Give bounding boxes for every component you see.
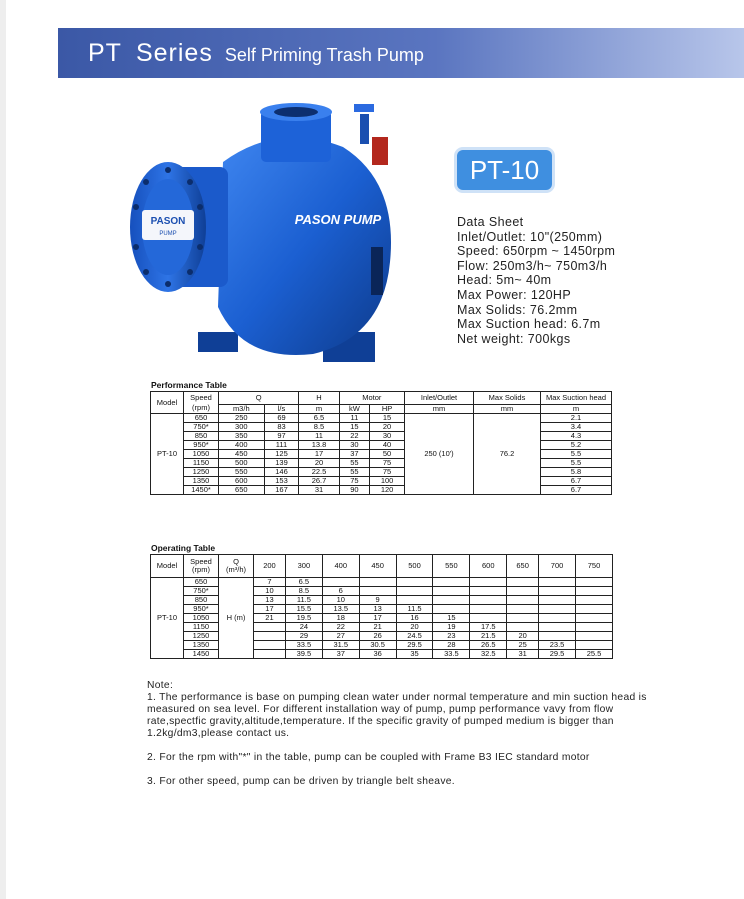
page-left-edge [0,0,6,899]
cell-head: 20 [396,623,433,632]
cell-head: 10 [254,587,286,596]
datasheet-line: Net weight: 700kgs [457,331,571,346]
pump-brand-text: PASON PUMP [294,212,382,227]
cell-head: 28 [433,641,470,650]
cell-head: 29 [285,632,322,641]
unit-h: m [299,405,339,414]
cell-head [576,614,613,623]
notes [147,680,667,788]
unit-hp: HP [370,405,405,414]
header-speed [184,555,219,578]
cell-head [576,596,613,605]
series-word: Series [135,38,213,67]
datasheet-line: Flow: 250m3/h~ 750m3/h [457,258,608,273]
cell-head: 33.5 [433,650,470,659]
cell-q_m3h: 600 [219,477,265,486]
cell-speed: 1050 [184,614,219,623]
flow-column-header: 750 [576,555,613,578]
cell-suction: 6.7 [541,486,612,495]
table-row [151,459,612,468]
header-q-unit: (m³/h) [226,565,246,574]
cell-head: 6 [322,587,359,596]
flow-column-header: 200 [254,555,286,578]
cell-head: 24.5 [396,632,433,641]
cell-hp: 15 [370,414,405,423]
cell-kw: 15 [339,423,370,432]
unit-inlet: mm [405,405,474,414]
cell-head [507,587,539,596]
cell-head: 16 [396,614,433,623]
datasheet-line: Inlet/Outlet: 10"(250mm) [457,229,603,244]
cell-h: 13.8 [299,441,339,450]
cell-head: 22 [322,623,359,632]
cell-hp: 75 [370,459,405,468]
cell-head [539,578,576,587]
cell-head: 24 [285,623,322,632]
flow-column-header: 650 [507,555,539,578]
cell-head: 18 [322,614,359,623]
table-row [151,441,612,450]
cell-head [539,587,576,596]
cell-head [539,596,576,605]
cell-head: 17 [254,605,286,614]
datasheet-line: Data Sheet [457,215,524,229]
operating-table-title: Operating Table [151,543,216,553]
table-row [151,432,612,441]
pump-illustration [128,92,418,374]
cell-hp: 50 [370,450,405,459]
unit-solids: mm [474,405,541,414]
cell-head: 39.5 [285,650,322,659]
cell-head [576,623,613,632]
cell-head: 21 [254,614,286,623]
cell-head: 23 [433,632,470,641]
cell-h: 6.5 [299,414,339,423]
cell-head: 13 [359,605,396,614]
cell-head [539,614,576,623]
cell-head: 19.5 [285,614,322,623]
cell-h: 17 [299,450,339,459]
series-prefix: PT [88,38,122,67]
cell-hp: 20 [370,423,405,432]
cell-head: 9 [359,596,396,605]
cell-head: 10 [322,596,359,605]
cell-head: 13.5 [322,605,359,614]
cell-hp: 100 [370,477,405,486]
pump-nameplate [371,247,383,295]
cell-head [539,623,576,632]
header-model: Model [151,392,184,414]
cell-head: 36 [359,650,396,659]
cell-speed: 950* [184,605,219,614]
cell-head: 26 [359,632,396,641]
table-unit-row [151,405,612,414]
cell-head: 17 [359,614,396,623]
model-cell: PT-10 [151,578,184,659]
note-3: 3. For other speed, pump can be driven by triangle belt sheave. [147,776,455,787]
cell-head [507,578,539,587]
model-cell: PT-10 [151,414,184,495]
operating-table [150,554,613,659]
cell-kw: 55 [339,468,370,477]
unit-q1: m3/h [219,405,265,414]
cell-suction: 5.8 [541,468,612,477]
header-solids: Max Solids [474,392,541,405]
pump-priming-valve [360,114,369,144]
cell-head: 11.5 [396,605,433,614]
cell-head [576,578,613,587]
unit-kw: kW [339,405,370,414]
note-1: 1. The performance is base on pumping clean water under normal temperature and min suction head is measured on sea level. For different installation way of pump, pump performance vavy from flow rate,spectfic gravity,altitude,temperature. If the specific gravity of pumped medium is bigger than 1.2kg/dm3,please contact us. [147,692,647,739]
cell-head [254,632,286,641]
cell-q_ls: 69 [264,414,299,423]
cell-q_ls: 97 [264,432,299,441]
cell-hp: 120 [370,486,405,495]
flow-column-header: 550 [433,555,470,578]
cell-head: 31 [507,650,539,659]
table-row [151,486,612,495]
cell-q_m3h: 300 [219,423,265,432]
cell-head: 15.5 [285,605,322,614]
cell-kw: 75 [339,477,370,486]
cell-q_m3h: 400 [219,441,265,450]
cell-head [433,596,470,605]
header-q-label: Q [233,557,239,566]
cell-head: 7 [254,578,286,587]
flow-column-header: 450 [359,555,396,578]
cell-speed: 1150 [184,459,219,468]
flow-column-header: 300 [285,555,322,578]
cell-speed: 950* [184,441,219,450]
cell-speed: 850 [184,596,219,605]
cell-head: 8.5 [285,587,322,596]
cell-head [433,587,470,596]
flange-logo: PASON [150,216,186,227]
flow-column-header: 600 [470,555,507,578]
cell-head: 17.5 [470,623,507,632]
cell-head [576,587,613,596]
table-row [151,450,612,459]
cell-hp: 40 [370,441,405,450]
cell-q_m3h: 650 [219,486,265,495]
header-suction: Max Suction head [541,392,612,405]
cell-q_ls: 167 [264,486,299,495]
table-row [151,578,613,587]
cell-suction: 4.3 [541,432,612,441]
cell-head [507,614,539,623]
cell-speed: 1250 [184,632,219,641]
header-speed-label: Speed [190,557,212,566]
cell-head: 29.5 [396,641,433,650]
cell-h: 22.5 [299,468,339,477]
notes-heading: Note: [147,680,174,691]
page-subtitle: Self Priming Trash Pump [224,45,424,65]
cell-head: 20 [507,632,539,641]
cell-q_m3h: 250 [219,414,265,423]
cell-q_m3h: 500 [219,459,265,468]
cell-speed: 750* [184,587,219,596]
flow-column-header: 700 [539,555,576,578]
unit-q2: l/s [264,405,299,414]
header-h: H [299,392,339,405]
pump-valve-cap [354,104,374,112]
cell-suction: 5.5 [541,459,612,468]
cell-kw: 90 [339,486,370,495]
inlet-cell: 250 (10') [405,414,474,495]
flange-logo-sub: PUMP [159,231,177,237]
header-motor: Motor [339,392,404,405]
cell-suction: 3.4 [541,423,612,432]
table-row [151,414,612,423]
datasheet [457,215,615,346]
cell-kw: 30 [339,441,370,450]
cell-head: 19 [433,623,470,632]
cell-head: 21.5 [470,632,507,641]
cell-q_m3h: 350 [219,432,265,441]
note-2: 2. For the rpm with"*" in the table, pump can be coupled with Frame B3 IEC standard motor [147,752,590,763]
cell-head: 11.5 [285,596,322,605]
datasheet-line: Head: 5m~ 40m [457,273,552,288]
performance-table [150,391,612,495]
cell-h: 31 [299,486,339,495]
cell-head [396,578,433,587]
cell-head: 31.5 [322,641,359,650]
cell-kw: 55 [339,459,370,468]
table-row [151,423,612,432]
cell-suction: 2.1 [541,414,612,423]
cell-head: 6.5 [285,578,322,587]
table-header-row [151,555,613,578]
header-model: Model [151,555,184,578]
cell-speed: 650 [184,414,219,423]
datasheet-line: Max Solids: 76.2mm [457,302,578,317]
solids-cell: 76.2 [474,414,541,495]
cell-hp: 30 [370,432,405,441]
cell-q_ls: 139 [264,459,299,468]
cell-h: 20 [299,459,339,468]
pump-foot [198,332,238,352]
cell-head: 32.5 [470,650,507,659]
cell-head: 33.5 [285,641,322,650]
cell-kw: 37 [339,450,370,459]
cell-head [396,587,433,596]
cell-speed: 1250 [184,468,219,477]
cell-head: 30.5 [359,641,396,650]
cell-q_ls: 146 [264,468,299,477]
cell-head [576,605,613,614]
unit-suction: m [541,405,612,414]
cell-speed: 1450* [184,486,219,495]
cell-head: 29.5 [539,650,576,659]
cell-head: 15 [433,614,470,623]
cell-suction: 5.5 [541,450,612,459]
cell-suction: 6.7 [541,477,612,486]
header-speed [184,392,219,414]
cell-q_m3h: 450 [219,450,265,459]
cell-head: 35 [396,650,433,659]
cell-head: 21 [359,623,396,632]
flow-column-header: 500 [396,555,433,578]
header-inlet: Inlet/Outlet [405,392,474,405]
cell-speed: 750* [184,423,219,432]
h-label-cell: H (m) [219,578,254,659]
cell-head [254,641,286,650]
cell-head [470,596,507,605]
datasheet-line: Max Suction head: 6.7m [457,317,601,332]
cell-q_m3h: 550 [219,468,265,477]
cell-head [254,623,286,632]
cell-head: 26.5 [470,641,507,650]
model-badge: PT-10 [457,150,552,190]
header-q: Q [219,392,299,405]
cell-head: 13 [254,596,286,605]
cell-head: 25 [507,641,539,650]
cell-h: 11 [299,432,339,441]
cell-head: 37 [322,650,359,659]
cell-speed: 850 [184,432,219,441]
header-q [219,555,254,578]
cell-head [507,605,539,614]
cell-h: 8.5 [299,423,339,432]
pump-red-plug [372,137,388,165]
pump-top-opening [274,107,318,117]
flow-column-header: 400 [322,555,359,578]
cell-speed: 1450 [184,650,219,659]
cell-head [470,587,507,596]
datasheet-line: Speed: 650rpm ~ 1450rpm [457,244,616,259]
table-header-row [151,392,612,405]
cell-head [539,605,576,614]
cell-speed: 1050 [184,450,219,459]
header-speed-unit: (rpm) [192,402,210,412]
cell-head [359,578,396,587]
cell-head [576,632,613,641]
cell-head: 23.5 [539,641,576,650]
cell-hp: 75 [370,468,405,477]
cell-suction: 5.2 [541,441,612,450]
header-speed-label: Speed [190,392,212,402]
cell-q_ls: 83 [264,423,299,432]
cell-speed: 650 [184,578,219,587]
header-banner [58,28,744,78]
cell-kw: 22 [339,432,370,441]
cell-speed: 1350 [184,641,219,650]
header-speed-unit: (rpm) [192,565,210,574]
cell-h: 26.7 [299,477,339,486]
cell-head: 27 [322,632,359,641]
cell-q_ls: 125 [264,450,299,459]
cell-head [433,578,470,587]
cell-kw: 11 [339,414,370,423]
cell-speed: 1150 [184,623,219,632]
datasheet-line: Max Power: 120HP [457,287,572,302]
cell-head [507,596,539,605]
cell-q_ls: 111 [264,441,299,450]
cell-q_ls: 153 [264,477,299,486]
cell-speed: 1350 [184,477,219,486]
performance-table-title: Performance Table [151,380,227,390]
cell-head: 25.5 [576,650,613,659]
pump-volute [218,137,391,355]
cell-head [470,605,507,614]
cell-head [254,650,286,659]
cell-head [470,578,507,587]
